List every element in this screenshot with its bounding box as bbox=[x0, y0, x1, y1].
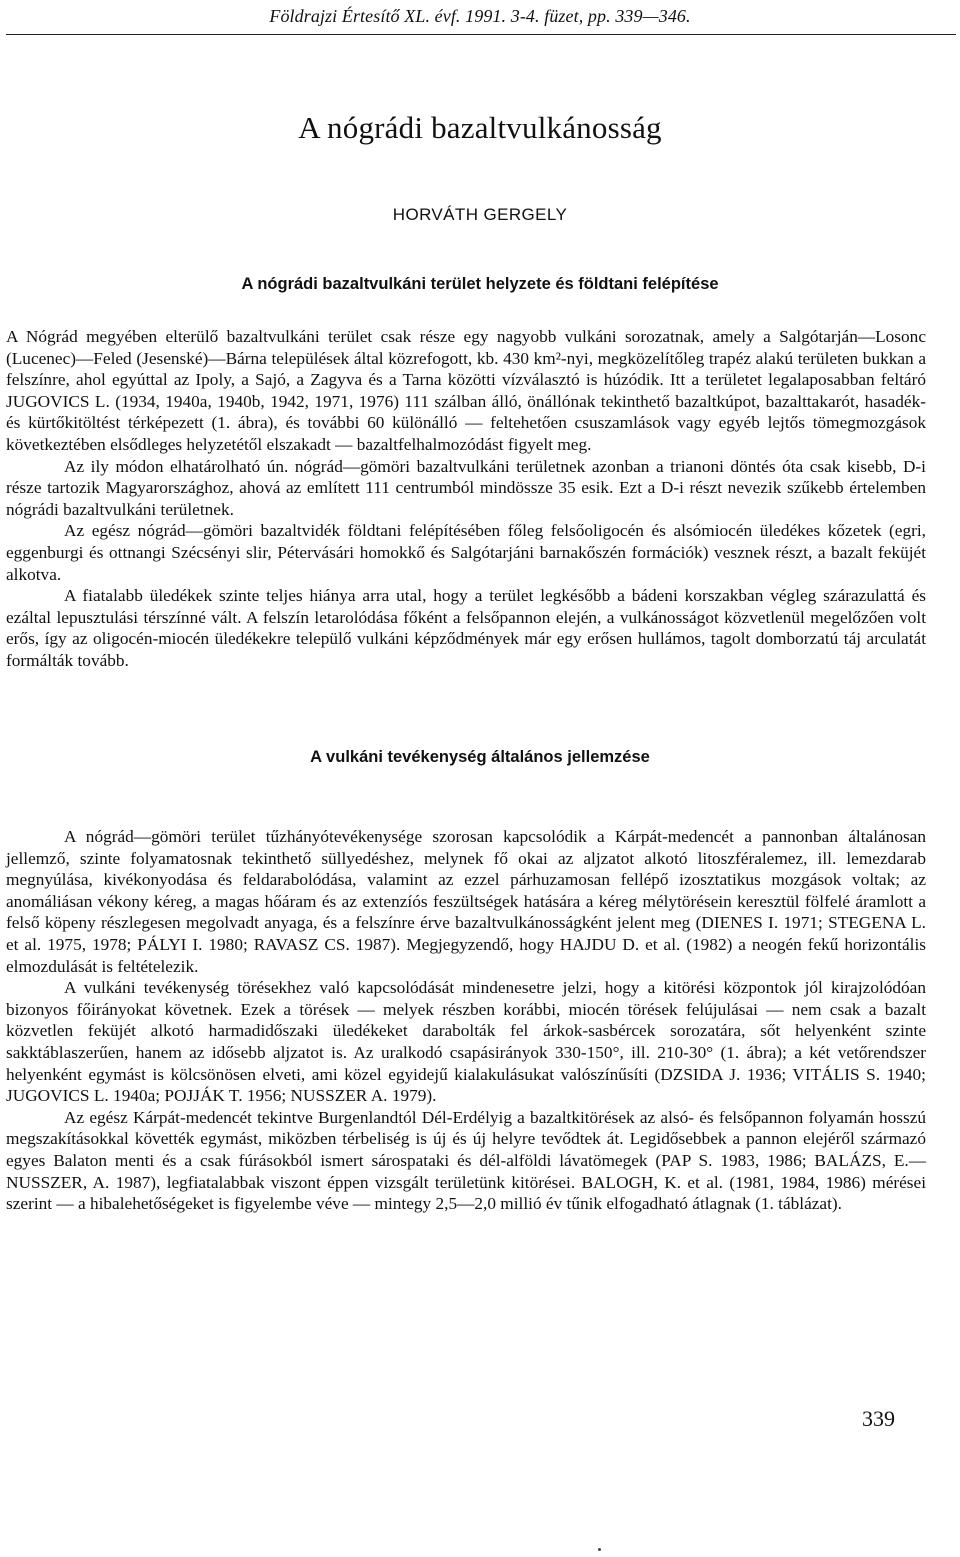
paragraph: A nógrád—gömöri terület tűzhányótevékenysége szorosan kapcsolódik a Kárpát-medencét a pannonban általánosan jellemző, szinte folyamatosnak tekinthető süllyedéshez, melynek fő okai az aljzatot alkotó litoszféralemez, ill. lemezdarab megnyúlása, kivékonyodása és feldarabolódása, valamint az ezzel párhuzamosan fellépő izosztatikus mozgások voltak; az anomáliásan vékony kéreg, a magas hőáram és az extenzíós feszültségek hatására a kéreg mélytörésein keresztül fölfelé áramlott a felső köpeny részlegesen megolvadt anyaga, és a felszínre érve bazaltvulkánosságként jelent meg (DIENES I. 1971; STEGENA L. et al. 1975, 1978; PÁLYI I. 1980; RAVASZ CS. 1987). Megjegyzendő, hogy HAJDU D. et al. (1982) a neogén fekű horizontális elmozdulását is feltételezik. bbox=[6, 827, 926, 976]
paragraph: A Nógrád megyében elterülő bazaltvulkáni terület csak része egy nagyobb vulkáni sorozatnak, amely a Salgótarján—Losonc (Lucenec)—Feled (Jesenské)—Bárna települések által közrefogott, kb. 430 km²-nyi, megközelítőleg trapéz alakú területen bukkan a felszínre, ahol egyúttal az Ipoly, a Sajó, a Zagyva és a Tarna közötti vízválasztó is húzódik. Itt a területet legalaposabban feltáró JUGOVICS L. (1934, 1940a, 1940b, 1942, 1971, 1976) 111 szálban álló, önállónak tekinthető bazaltkúpot, bazalttakarót, hasadék- és kürtőkitöltést térképezett (1. ábra), és további 60 különálló — feltehetően csuszamlások vagy egyéb lejtős tömegmozgások következtében elsődleges helyzetétől elszakadt — bazaltfelhalmozódást figyelt meg. bbox=[6, 327, 926, 454]
header-rule bbox=[6, 34, 956, 35]
page-number: 339 bbox=[862, 1406, 895, 1431]
section-heading-2: A vulkáni tevékenység általános jellemzése bbox=[310, 748, 650, 766]
paragraph: Az ily módon elhatárolható ún. nógrád—gömöri bazaltvulkáni területnek azonban a trianoni döntés óta csak kisebb, D-i része tartozik Magyarországhoz, ahová az említett 111 centrumból mindössze 35 esik. Ezt a D-i részt nevezik szűkebb értelemben nógrádi bazaltvulkáni területnek. bbox=[6, 456, 926, 519]
section-2-body bbox=[6, 826, 926, 1215]
section-heading-1: A nógrádi bazaltvulkáni terület helyzete és földtani felépítése bbox=[241, 275, 719, 293]
paragraph: Az egész nógrád—gömöri bazaltvidék földtani felépítésében főleg felsőoligocén és alsómiocén üledékes kőzetek (egri, eggenburgi és ottnangi Szécsényi slir, Pétervásári homokkő és Salgótarjáni barnakőszén formációk) vesznek részt, a bazalt feküjét alkotva. bbox=[6, 521, 926, 584]
paragraph: Az egész Kárpát-medencét tekintve Burgenlandtól Dél-Erdélyig a bazaltkitörések az alsó- és felsőpannon folyamán hosszú megszakításokkal követték egymást, miközben térbeliség is új és új helyre tevődtek át. Legidősebbek a pannon elejéről származó egyes Balaton menti és a csak fúrásokból ismert sárospataki és dél-alföldi lávatömegek (PAP S. 1983, 1986; BALÁZS, E.—NUSSZER, A. 1987), legfiatalabbak viszont éppen vizsgált területünk kitörései. BALOGH, K. et al. (1981, 1984, 1986) mérései szerint — a hibalehetőségeket is figyelembe véve — mintegy 2,5—2,0 millió év tűnik elfogadható átlagnak (1. táblázat). bbox=[6, 1107, 926, 1214]
article-title: A nógrádi bazaltvulkánosság bbox=[298, 110, 662, 145]
running-head: Földrajzi Értesítő XL. évf. 1991. 3-4. füzet, pp. 339—346. bbox=[269, 6, 691, 26]
scan-speck bbox=[598, 1548, 601, 1551]
paragraph: A vulkáni tevékenység törésekhez való kapcsolódását mindenesetre jelzi, hogy a kitörési központok jól kirajzolódóan bizonyos főirányokat követnek. Ezek a törések — melyek részben korábbi, miocén törések felújulásai — nem csak a bazalt közvetlen feküjét alkotó harmadidőszaki üledékeket darabolták fel árkok-sasbércek sorozatára, sőt helyenként szinte sakktáblaszerűen, hanem az idősebb aljzatot is. Az uralkodó csapásirányok 330-150°, ill. 210-30° (1. ábra); a két vetőrendszer helyenként egymást is kölcsönösen elveti, ami közel egyidejű kialakulásukat valószínűsíti (DZSIDA J. 1936; VITÁLIS S. 1940; JUGOVICS L. 1940a; POJJÁK T. 1956; NUSSZER A. 1979). bbox=[6, 978, 926, 1106]
author-name: HORVÁTH GERGELY bbox=[392, 205, 568, 224]
paragraph: A fiatalabb üledékek szinte teljes hiánya arra utal, hogy a terület legkésőbb a bádeni korszakban végleg szárazulattá és ezáltal lepusztulási térszínné vált. A felszín letarolódása főként a felsőpannon elején, a vulkánosságot közvetlenül megelőzően volt erős, így az oligocén-miocén üledékekre települő vulkáni képződmények már egy erősen hullámos, tagolt domborzatú táj arculatát formálták tovább. bbox=[6, 586, 926, 670]
section-1-body bbox=[6, 326, 926, 672]
